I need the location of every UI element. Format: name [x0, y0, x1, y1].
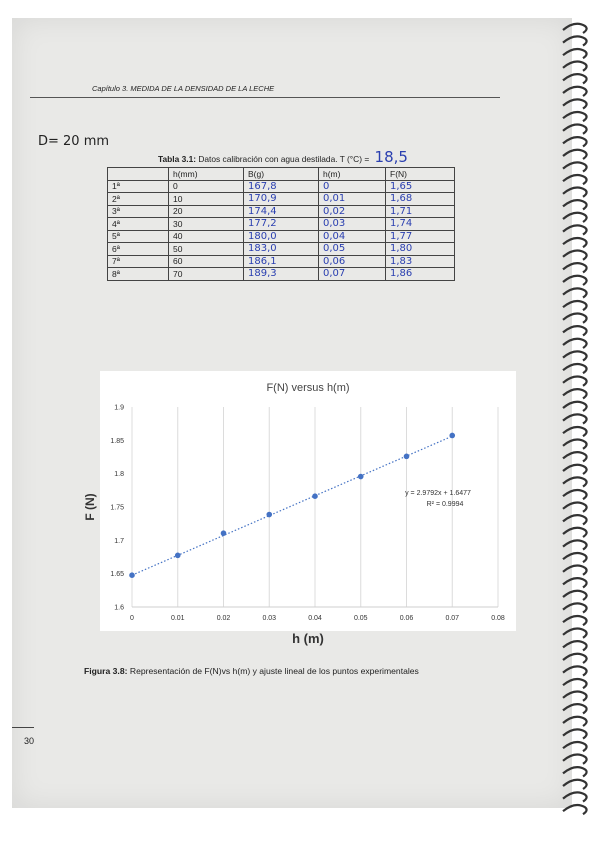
table-cell: 1ª: [108, 180, 169, 193]
table-cell: 4ª: [108, 218, 169, 231]
spiral-ring: [563, 729, 587, 738]
table-cell: 5ª: [108, 230, 169, 243]
table-cell: 180,0: [244, 230, 319, 243]
table-cell: 170,9: [244, 193, 319, 206]
figure-caption: [84, 666, 419, 676]
table-cell: 6ª: [108, 243, 169, 256]
spiral-ring: [563, 150, 587, 159]
spiral-ring: [563, 24, 587, 33]
table-row: [108, 193, 455, 206]
table-cell: 30: [169, 218, 244, 231]
table-cell: 50: [169, 243, 244, 256]
diameter-note: D= 20 mm: [38, 134, 110, 149]
table-header-cell: [108, 168, 169, 181]
table-cell: 1,74: [386, 218, 455, 231]
table-cell: 1,80: [386, 243, 455, 256]
table-caption-text: Datos calibración con agua destilada. T (°C) =: [198, 154, 370, 164]
page-number-rule: [12, 727, 34, 728]
table-cell: 0,02: [319, 205, 386, 218]
spiral-ring: [563, 654, 587, 663]
figure-caption-text: Representación de F(N)vs h(m) y ajuste lineal de los puntos experimentales: [129, 666, 419, 676]
table-cell: 8ª: [108, 268, 169, 281]
table-row: [108, 218, 455, 231]
spiral-ring: [563, 213, 587, 222]
x-axis-title: h (m): [292, 631, 324, 646]
x-tick-label: 0.01: [170, 615, 185, 622]
spiral-ring: [563, 288, 587, 297]
table-caption-label: Tabla 3.1:: [158, 154, 197, 164]
spiral-ring: [563, 503, 587, 512]
y-tick-label: 1.9: [114, 404, 124, 412]
table-cell: 0: [319, 180, 386, 193]
spiral-ring: [563, 704, 587, 713]
spiral-ring: [563, 87, 587, 96]
calibration-table: [107, 167, 455, 281]
x-tick-label: 0.02: [216, 615, 231, 622]
spiral-ring: [563, 692, 587, 701]
spiral-ring: [563, 162, 587, 171]
data-point: [129, 572, 135, 578]
spiral-ring: [563, 301, 587, 310]
table-cell: 1,77: [386, 230, 455, 243]
table-cell: 0,07: [319, 268, 386, 281]
table-cell: 60: [169, 255, 244, 268]
table-caption: [158, 148, 408, 166]
table-row: [108, 205, 455, 218]
table-header-cell: F(N): [386, 168, 455, 181]
table-cell: 189,3: [244, 268, 319, 281]
spiral-ring: [563, 276, 587, 285]
x-tick-label: 0.06: [399, 615, 414, 622]
spiral-ring: [563, 74, 587, 83]
spiral-ring: [563, 314, 587, 323]
spiral-ring: [563, 767, 587, 776]
chart-svg: [83, 371, 516, 646]
spiral-ring: [563, 200, 587, 209]
spiral-ring: [563, 528, 587, 537]
spiral-ring: [563, 175, 587, 184]
table-row: [108, 268, 455, 281]
spiral-ring: [563, 477, 587, 486]
spiral-ring: [563, 427, 587, 436]
spiral-ring: [563, 351, 587, 360]
spiral-ring: [563, 465, 587, 474]
force-height-chart: [83, 371, 516, 646]
spiral-ring: [563, 62, 587, 71]
spiral-ring: [563, 377, 587, 386]
table-header-cell: h(m): [319, 168, 386, 181]
spiral-ring: [563, 780, 587, 789]
chart-title: F(N) versus h(m): [266, 382, 350, 394]
table-cell: 40: [169, 230, 244, 243]
table-cell: 1,71: [386, 205, 455, 218]
header-divider: [30, 97, 500, 98]
table-row: [108, 230, 455, 243]
y-tick-label: 1.65: [110, 571, 124, 579]
table-cell: 1,83: [386, 255, 455, 268]
table-cell: 167,8: [244, 180, 319, 193]
chapter-header: Capítulo 3. MEDIDA DE LA DENSIDAD DE LA LECHE: [92, 84, 275, 93]
table-row: [108, 243, 455, 256]
x-tick-label: 0.05: [353, 615, 368, 622]
spiral-ring: [563, 251, 587, 260]
x-tick-label: 0.04: [308, 615, 322, 622]
spiral-ring: [563, 452, 587, 461]
spiral-ring: [563, 566, 587, 575]
x-tick-label: 0.07: [445, 615, 460, 622]
y-axis-title: F (N): [83, 493, 97, 521]
table-row: [108, 255, 455, 268]
table-cell: 0: [169, 180, 244, 193]
x-tick-label: 0: [130, 615, 134, 622]
data-point: [221, 530, 227, 536]
table-header-cell: B(g): [244, 168, 319, 181]
spiral-ring: [563, 540, 587, 549]
spiral-ring: [563, 137, 587, 146]
spiral-ring: [563, 99, 587, 108]
table-cell: 2ª: [108, 193, 169, 206]
table-cell: 0,05: [319, 243, 386, 256]
spiral-ring: [563, 666, 587, 675]
y-tick-label: 1.8: [114, 471, 124, 479]
table-cell: 0,01: [319, 193, 386, 206]
table-cell: 186,1: [244, 255, 319, 268]
spiral-ring: [563, 339, 587, 348]
table-header-row: [108, 168, 455, 181]
y-tick-label: 1.75: [110, 504, 124, 512]
table-cell: 177,2: [244, 218, 319, 231]
table-cell: 1,86: [386, 268, 455, 281]
table-row: [108, 180, 455, 193]
spiral-ring: [563, 188, 587, 197]
spiral-ring: [563, 238, 587, 247]
y-tick-label: 1.7: [114, 537, 124, 545]
spiral-ring: [563, 805, 587, 814]
spiral-ring: [563, 792, 587, 801]
spiral-ring: [563, 578, 587, 587]
data-point: [358, 474, 364, 480]
spiral-ring: [563, 402, 587, 411]
spiral-ring: [563, 414, 587, 423]
y-tick-label: 1.85: [110, 437, 124, 445]
table-header-cell: h(mm): [169, 168, 244, 181]
spiral-ring: [563, 36, 587, 45]
x-tick-label: 0.08: [491, 615, 505, 622]
spiral-ring: [563, 553, 587, 562]
data-point: [266, 512, 272, 518]
spiral-ring: [563, 616, 587, 625]
spiral-ring: [563, 125, 587, 134]
spiral-ring: [563, 591, 587, 600]
spiral-ring: [563, 440, 587, 449]
spiral-ring: [563, 641, 587, 650]
spiral-ring: [563, 755, 587, 764]
spiral-ring: [563, 326, 587, 335]
trendline-equation: y = 2.9792x + 1.6477: [405, 490, 471, 497]
table-cell: 0,04: [319, 230, 386, 243]
r-squared-label: R² = 0.9994: [426, 501, 464, 508]
spiral-ring: [563, 263, 587, 272]
table-cell: 10: [169, 193, 244, 206]
data-point: [175, 553, 181, 559]
spiral-ring: [563, 717, 587, 726]
spiral-ring: [563, 629, 587, 638]
spiral-ring: [563, 679, 587, 688]
spiral-ring: [563, 603, 587, 612]
x-tick-label: 0.03: [262, 615, 277, 622]
figure-label: Figura 3.8:: [84, 666, 128, 676]
table-cell: 183,0: [244, 243, 319, 256]
table-cell: 70: [169, 268, 244, 281]
page-number: 30: [24, 736, 35, 746]
table-cell: 3ª: [108, 205, 169, 218]
spiral-ring: [563, 389, 587, 398]
table-cell: 0,06: [319, 255, 386, 268]
spiral-ring: [563, 490, 587, 499]
table-cell: 174,4: [244, 205, 319, 218]
spiral-binding: [559, 18, 599, 808]
spiral-ring: [563, 515, 587, 524]
y-tick-label: 1.6: [114, 604, 124, 612]
table-cell: 0,03: [319, 218, 386, 231]
spiral-ring: [563, 112, 587, 121]
spiral-ring: [563, 49, 587, 58]
table-cell: 20: [169, 205, 244, 218]
spiral-ring: [563, 364, 587, 373]
spiral-ring: [563, 742, 587, 751]
data-point: [449, 433, 455, 439]
spiral-ring: [563, 225, 587, 234]
table-cell: 7ª: [108, 255, 169, 268]
temperature-value: 18,5: [374, 148, 408, 166]
data-point: [312, 493, 318, 499]
table-cell: 1,68: [386, 193, 455, 206]
table-cell: 1,65: [386, 180, 455, 193]
data-point: [404, 454, 410, 460]
